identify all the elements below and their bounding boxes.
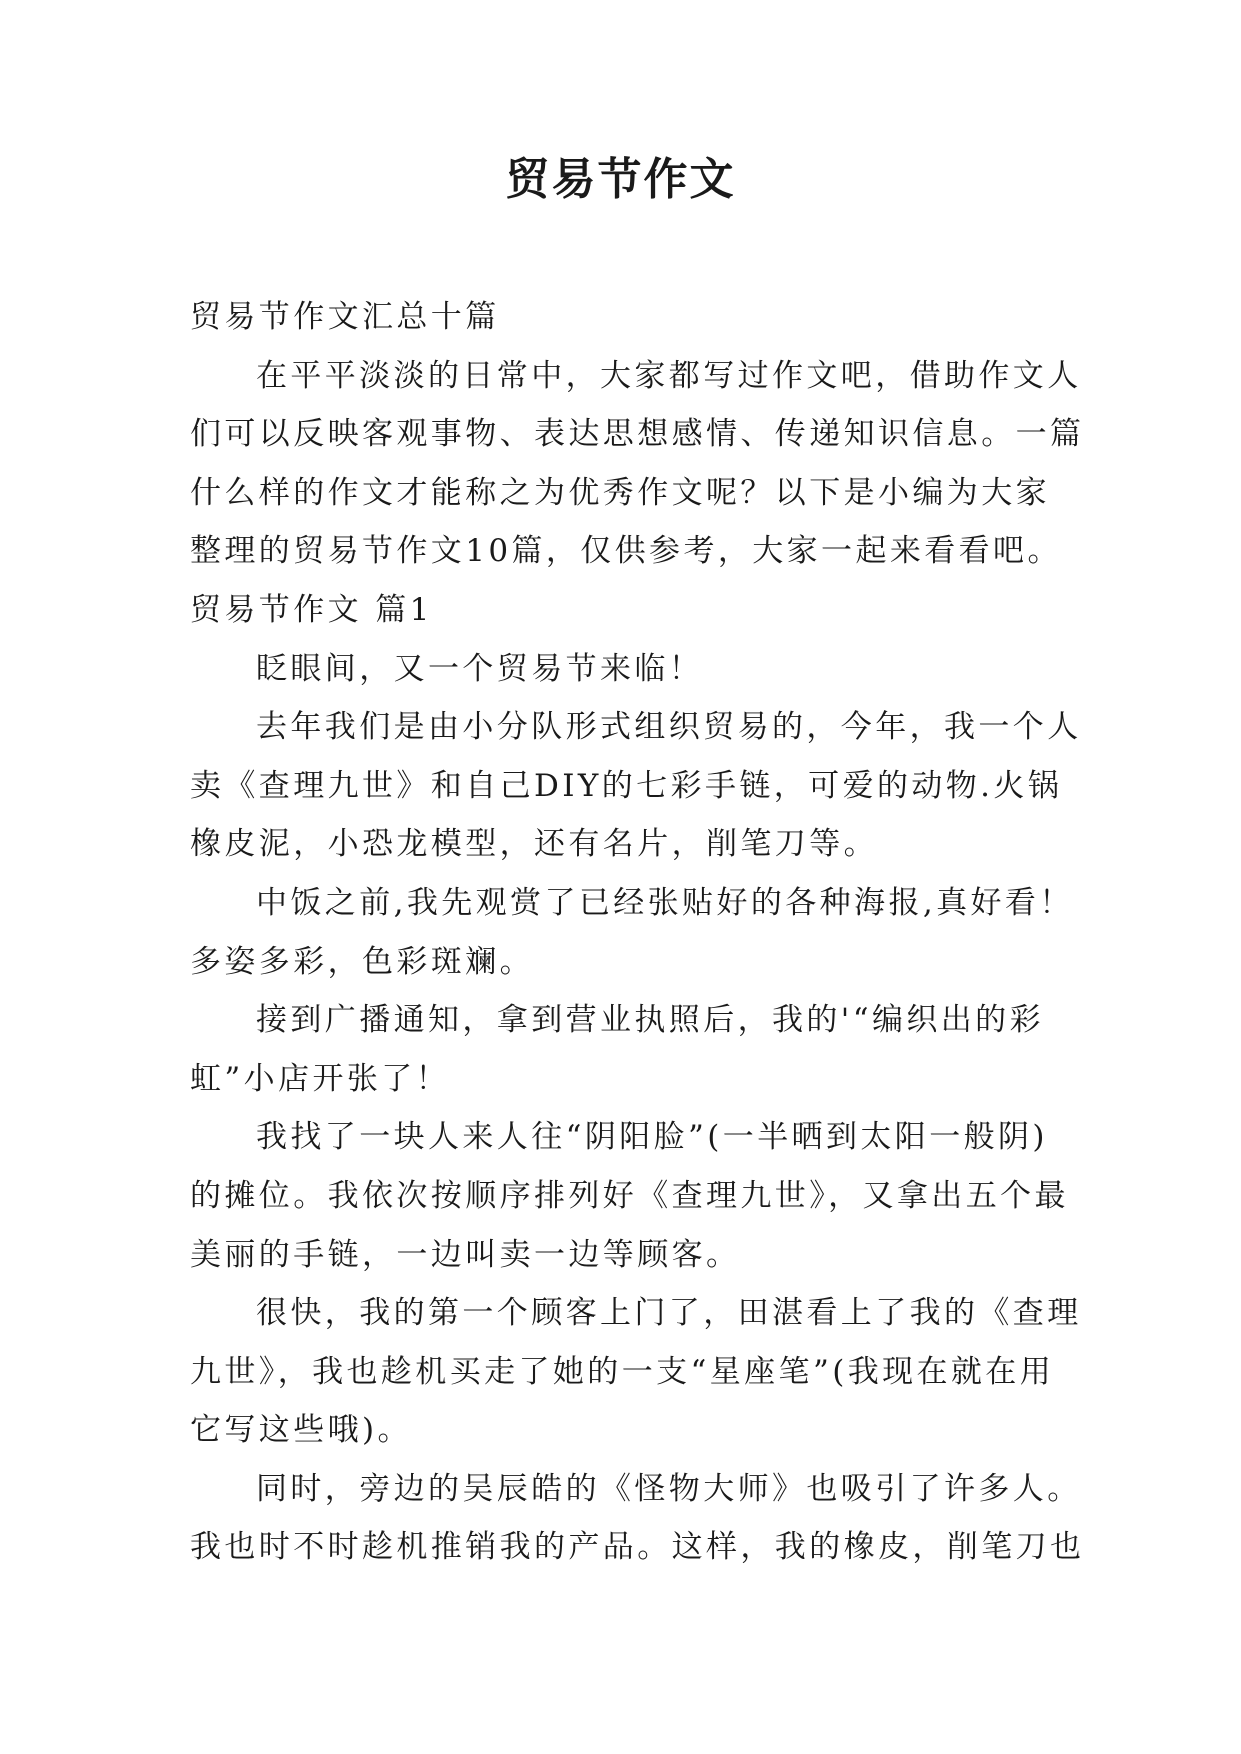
paragraph-line: 九世》，我也趁机买走了她的一支“星座笔”(我现在就在用 [190, 1353, 1055, 1390]
paragraph-line: 们可以反映客观事物、表达思想感情、传递知识信息。一篇 [190, 416, 1085, 453]
paragraph-line: 卖《查理九世》和自己DIY的七彩手链，可爱的动物.火锅 [190, 767, 1063, 804]
section-heading: 贸易节作文汇总十篇 [190, 299, 500, 335]
paragraph-line: 我找了一块人来人往“阴阳脸”(一半晒到太阳一般阴) [256, 1119, 1048, 1156]
paragraph-line: 去年我们是由小分队形式组织贸易的，今年，我一个人 [256, 709, 1082, 746]
paragraph-line: 什么样的作文才能称之为优秀作文呢？以下是小编为大家 [190, 474, 1050, 511]
document-title: 贸易节作文 [505, 154, 736, 205]
paragraph-line: 眨眼间，又一个贸易节来临！ [256, 650, 704, 687]
paragraph-line: 在平平淡淡的日常中，大家都写过作文吧，借助作文人 [256, 357, 1082, 394]
paragraph-line: 同时，旁边的吴辰皓的《怪物大师》也吸引了许多人。 [256, 1470, 1082, 1507]
paragraph-line: 我也时不时趁机推销我的产品。这样，我的橡皮，削笔刀也 [190, 1529, 1085, 1566]
document-body [190, 288, 1085, 1577]
paragraph-line: 虹”小店开张了！ [190, 1060, 451, 1097]
section-heading: 贸易节作文 篇1 [190, 591, 433, 628]
paragraph-line: 中饭之前,我先观赏了已经张贴好的各种海报,真好看！ [256, 884, 1074, 921]
paragraph-line: 美丽的手链，一边叫卖一边等顾客。 [190, 1236, 741, 1273]
paragraph-line: 接到广播通知，拿到营业执照后，我的'“编织出的彩 [256, 1002, 1044, 1039]
paragraph-line: 整理的贸易节作文10篇，仅供参考，大家一起来看看吧。 [190, 533, 1062, 570]
paragraph-line: 很快，我的第一个顾客上门了，田湛看上了我的《查理 [256, 1295, 1082, 1332]
paragraph-line: 它写这些哦)。 [190, 1412, 412, 1449]
paragraph-line: 多姿多彩，色彩斑斓。 [190, 943, 534, 980]
paragraph-line: 橡皮泥，小恐龙模型，还有名片，削笔刀等。 [190, 826, 878, 863]
paragraph-line: 的摊位。我依次按顺序排列好《查理九世》，又拿出五个最 [190, 1177, 1069, 1214]
